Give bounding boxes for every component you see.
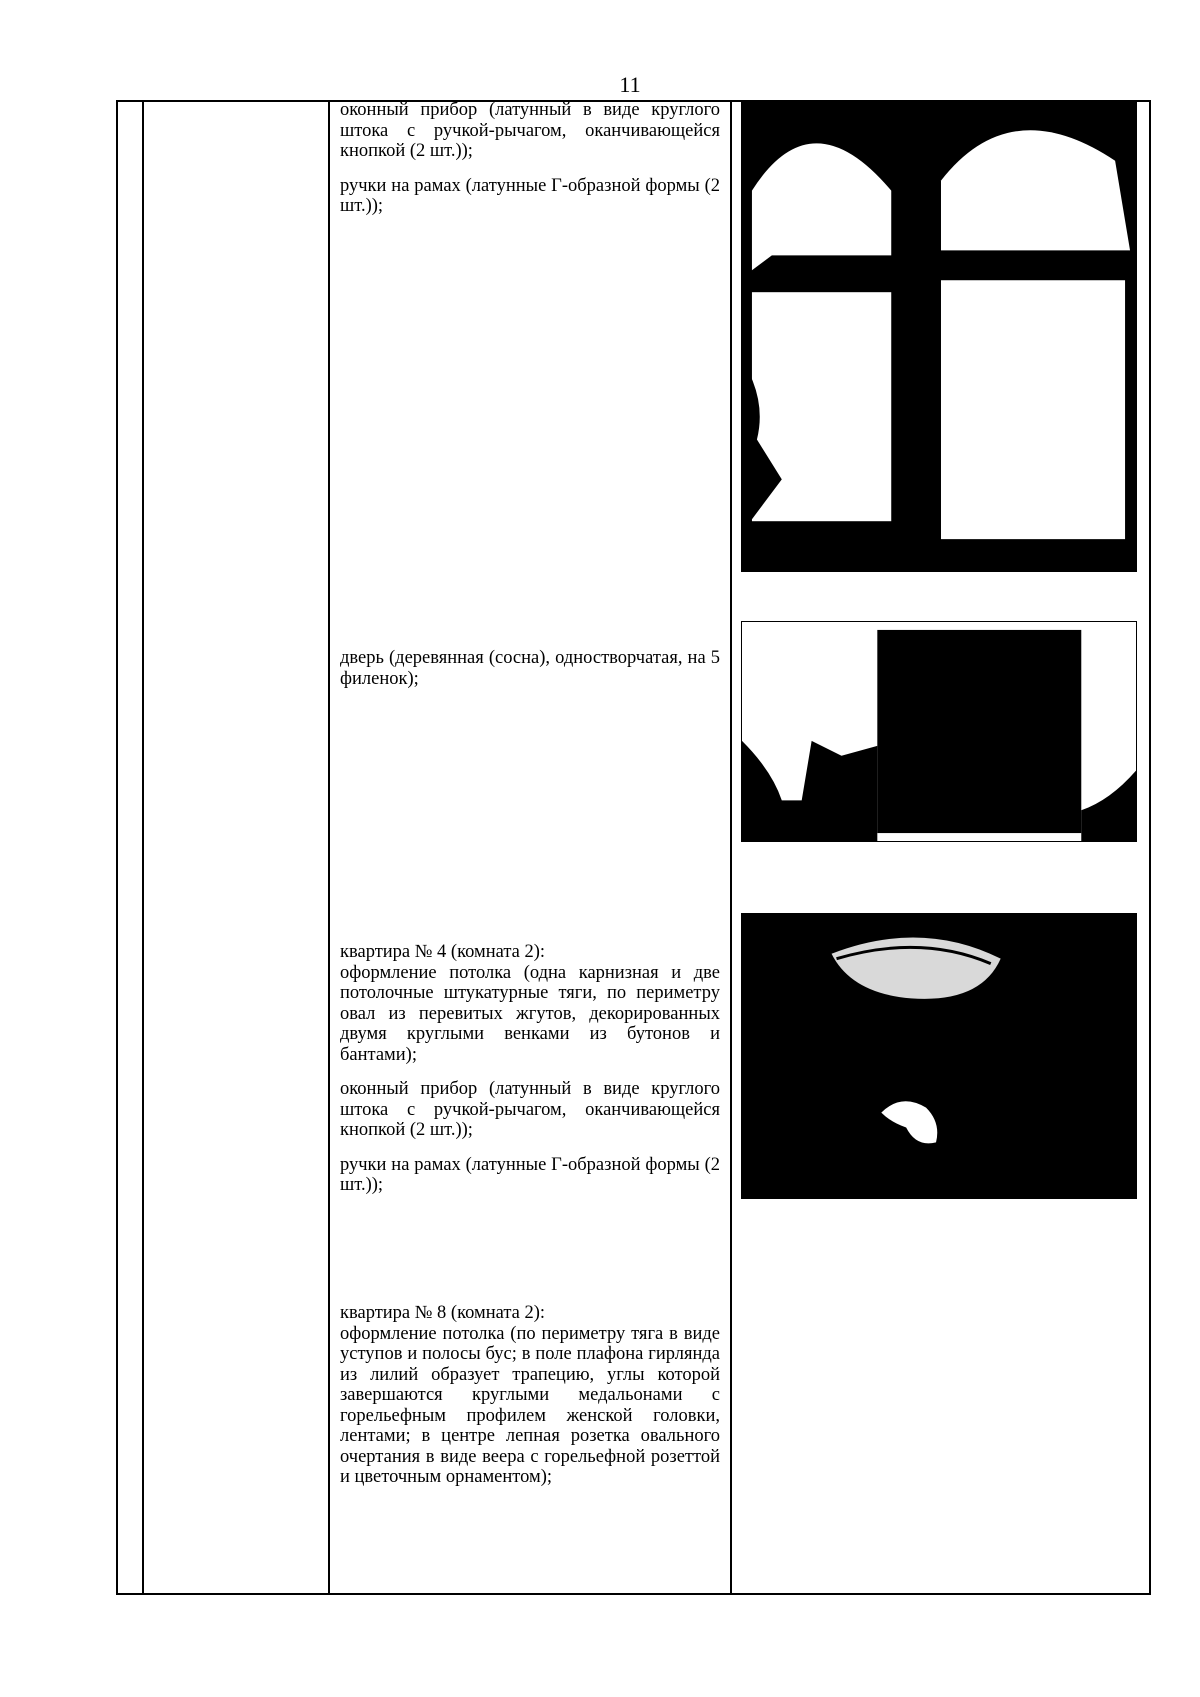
photo-window <box>741 100 1137 572</box>
photo-door <box>741 621 1137 842</box>
paragraph: оконный прибор (латунный в виде круглого штока с ручкой-рычагом, оканчивающейся кнопкой (2 шт.)); <box>340 1079 720 1140</box>
text-block-window-fittings <box>340 100 720 231</box>
text-block-apartment-8 <box>340 1303 720 1502</box>
paragraph: ручки на рамах (латунные Г-образной формы (2 шт.)); <box>340 175 720 216</box>
page-number: 11 <box>619 72 641 97</box>
paragraph: дверь (деревянная (сосна), одностворчатая, на 5 филенок); <box>340 648 720 689</box>
column-divider <box>730 102 732 1593</box>
paragraph: квартира № 4 (комната 2): оформление потолка (одна карнизная и две потолочные штукатурные тяги, по периметру овал из перевитых жгутов, декорированных двумя круглыми венками из бутонов и бантами); <box>340 942 720 1065</box>
column-divider <box>142 102 144 1593</box>
paragraph: квартира № 8 (комната 2): оформление потолка (по периметру тяга в виде уступов и полосы бус; в поле плафона гирлянда из лилий образует трапецию, углы которой завершаются круглыми медальонами с горельефным профилем женской головки, лентами; в центре лепная розетка овального очертания в виде веера с горельефной розеттой и цветочным орнаментом); <box>340 1303 720 1487</box>
text-block-apartment-4 <box>340 942 720 1210</box>
paragraph: оконный прибор (латунный в виде круглого штока с ручкой-рычагом, оканчивающейся кнопкой (2 шт.)); <box>340 100 720 161</box>
paragraph: ручки на рамах (латунные Г-образной формы (2 шт.)); <box>340 1154 720 1195</box>
photo-ceiling <box>741 913 1137 1199</box>
text-block-door <box>340 648 720 703</box>
column-divider <box>328 102 330 1593</box>
